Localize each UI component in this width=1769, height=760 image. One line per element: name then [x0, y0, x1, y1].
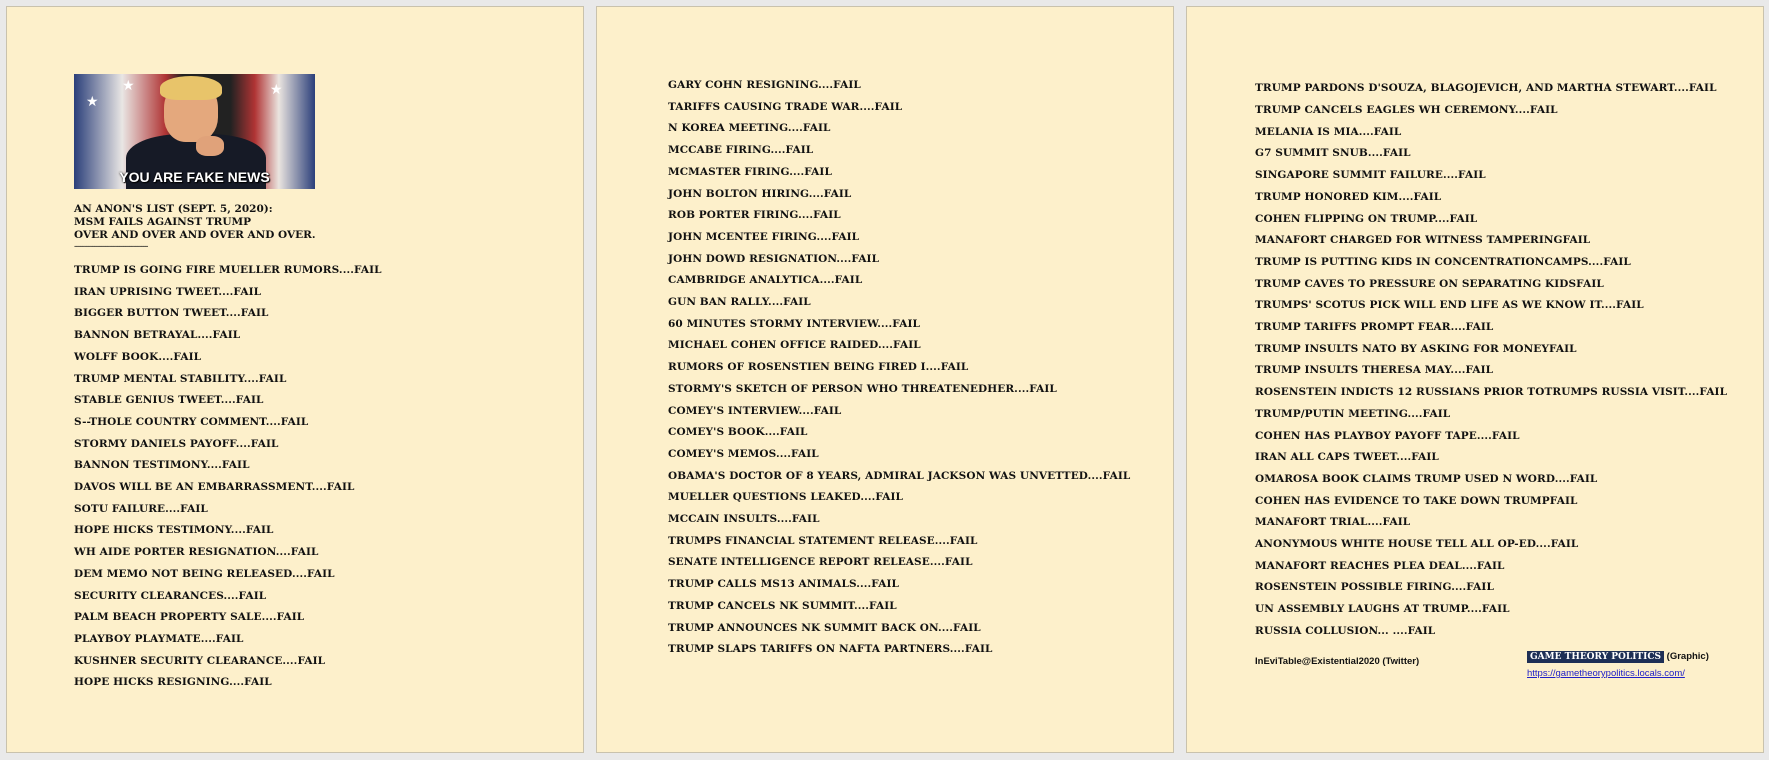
fail-list-page-3: [1255, 79, 1755, 643]
list-item: TRUMP PARDONS D'SOUZA, BLAGOJEVICH, AND MARTHA STEWART....FAIL: [1255, 82, 1717, 94]
list-item: TARIFFS CAUSING TRADE WAR....FAIL: [668, 100, 903, 113]
list-item: STABLE GENIUS TWEET....FAIL: [74, 394, 264, 407]
list-item: 60 MINUTES STORMY INTERVIEW....FAIL: [668, 317, 920, 330]
list-item: MCMASTER FIRING....FAIL: [668, 165, 832, 178]
meme-image: [74, 74, 315, 189]
list-item: S--THOLE COUNTRY COMMENT....FAIL: [74, 415, 309, 428]
graphic-credit: [1527, 651, 1709, 679]
list-item: TRUMP ANNOUNCES NK SUMMIT BACK ON....FAIL: [668, 621, 981, 634]
list-item: SOTU FAILURE....FAIL: [74, 502, 208, 515]
list-item: TRUMP TARIFFS PROMPT FEAR....FAIL: [1255, 321, 1494, 334]
document-page-2: [596, 6, 1174, 753]
list-item: BANNON BETRAYAL....FAIL: [74, 329, 241, 342]
list-item: RUMORS OF ROSENSTIEN BEING FIRED I....FAIL: [668, 361, 969, 374]
list-item: MANAFORT CHARGED FOR WITNESS TAMPERINGFAIL: [1255, 234, 1591, 247]
list-item: CAMBRIDGE ANALYTICA....FAIL: [668, 274, 863, 287]
game-theory-politics-logo: GAME THEORY POLITICS: [1527, 651, 1664, 663]
list-item: STORMY'S SKETCH OF PERSON WHO THREATENEDHER....FAIL: [668, 382, 1057, 395]
fail-list-page-1: [74, 260, 544, 694]
list-item: PLAYBOY PLAYMATE....FAIL: [74, 632, 244, 645]
list-item: IRAN UPRISING TWEET....FAIL: [74, 285, 262, 298]
list-item: TRUMP IS PUTTING KIDS IN CONCENTRATIONCAMPS....FAIL: [1255, 255, 1631, 268]
fail-list-page-2: [668, 75, 1168, 661]
list-item: BIGGER BUTTON TWEET....FAIL: [74, 307, 269, 320]
list-item: COMEY'S BOOK....FAIL: [668, 426, 808, 439]
list-item: TRUMPS FINANCIAL STATEMENT RELEASE....FAIL: [668, 534, 978, 547]
list-item: JOHN MCENTEE FIRING....FAIL: [668, 230, 860, 243]
list-item: GARY COHN RESIGNING....FAIL: [668, 79, 861, 91]
list-item: HOPE HICKS RESIGNING....FAIL: [74, 676, 272, 689]
list-item: TRUMP HONORED KIM....FAIL: [1255, 190, 1442, 203]
list-item: TRUMP IS GOING FIRE MUELLER RUMORS....FAIL: [74, 264, 382, 276]
meme-caption: YOU ARE FAKE NEWS: [119, 169, 270, 185]
list-item: TRUMP MENTAL STABILITY....FAIL: [74, 372, 287, 385]
list-item: N KOREA MEETING....FAIL: [668, 122, 831, 135]
list-item: OBAMA'S DOCTOR OF 8 YEARS, ADMIRAL JACKSON WAS UNVETTED....FAIL: [668, 469, 1131, 482]
graphic-label: (Graphic): [1666, 651, 1709, 662]
list-item: COMEY'S MEMOS....FAIL: [668, 447, 819, 460]
list-item: DAVOS WILL BE AN EMBARRASSMENT....FAIL: [74, 481, 355, 494]
heading-line-3: OVER AND OVER AND OVER AND OVER.: [74, 229, 316, 241]
list-item: SECURITY CLEARANCES....FAIL: [74, 589, 267, 602]
website-link[interactable]: https://gametheorypolitics.locals.com/: [1527, 668, 1685, 679]
list-item: TRUMP CANCELS EAGLES WH CEREMONY....FAIL: [1255, 104, 1558, 116]
document-page-1: [6, 6, 584, 753]
list-item: ROSENSTEIN INDICTS 12 RUSSIANS PRIOR TOTRUMPS RUSSIA VISIT....FAIL: [1255, 386, 1728, 399]
list-heading: [74, 203, 394, 252]
document-page-3: [1186, 6, 1764, 753]
flag-star-icon: ★: [270, 83, 283, 98]
list-item: TRUMP SLAPS TARIFFS ON NAFTA PARTNERS....FAIL: [668, 643, 993, 656]
list-item: MCCABE FIRING....FAIL: [668, 144, 814, 157]
list-item: JOHN DOWD RESIGNATION....FAIL: [668, 252, 880, 265]
list-item: UN ASSEMBLY LAUGHS AT TRUMP....FAIL: [1255, 603, 1510, 616]
heading-divider: ------------------------------------: [74, 242, 148, 252]
flag-star-icon: ★: [122, 79, 135, 94]
list-item: MANAFORT REACHES PLEA DEAL....FAIL: [1255, 559, 1505, 572]
heading-line-2: MSM FAILS AGAINST TRUMP: [74, 216, 252, 228]
list-item: TRUMP INSULTS THERESA MAY....FAIL: [1255, 364, 1494, 377]
twitter-credit: InEviTable@Existential2020 (Twitter): [1255, 656, 1420, 667]
list-item: HOPE HICKS TESTIMONY....FAIL: [74, 524, 274, 537]
list-item: DEM MEMO NOT BEING RELEASED....FAIL: [74, 567, 335, 580]
list-item: OMAROSA BOOK CLAIMS TRUMP USED N WORD....FAIL: [1255, 472, 1598, 485]
list-item: COHEN HAS EVIDENCE TO TAKE DOWN TRUMPFAIL: [1255, 494, 1578, 507]
list-item: PALM BEACH PROPERTY SALE....FAIL: [74, 611, 305, 624]
list-item: TRUMPS' SCOTUS PICK WILL END LIFE AS WE KNOW IT....FAIL: [1255, 299, 1644, 312]
list-item: GUN BAN RALLY....FAIL: [668, 296, 811, 309]
list-item: COHEN HAS PLAYBOY PAYOFF TAPE....FAIL: [1255, 429, 1520, 442]
list-item: MELANIA IS MIA....FAIL: [1255, 125, 1402, 138]
list-item: SENATE INTELLIGENCE REPORT RELEASE....FAIL: [668, 556, 973, 569]
list-item: WOLFF BOOK....FAIL: [74, 350, 202, 363]
list-item: STORMY DANIELS PAYOFF....FAIL: [74, 437, 279, 450]
list-item: TRUMP CALLS MS13 ANIMALS....FAIL: [668, 578, 899, 591]
list-item: MANAFORT TRIAL....FAIL: [1255, 516, 1411, 529]
list-item: TRUMP INSULTS NATO BY ASKING FOR MONEYFAIL: [1255, 342, 1577, 355]
hair-shape: [160, 76, 222, 100]
list-item: COHEN FLIPPING ON TRUMP....FAIL: [1255, 212, 1478, 225]
list-item: MCCAIN INSULTS....FAIL: [668, 513, 820, 526]
list-item: TRUMP CAVES TO PRESSURE ON SEPARATING KIDSFAIL: [1255, 277, 1604, 290]
flag-star-icon: ★: [86, 95, 99, 110]
list-item: TRUMP CANCELS NK SUMMIT....FAIL: [668, 599, 897, 612]
list-item: ROB PORTER FIRING....FAIL: [668, 209, 841, 222]
list-item: JOHN BOLTON HIRING....FAIL: [668, 187, 852, 200]
list-item: COMEY'S INTERVIEW....FAIL: [668, 404, 842, 417]
list-item: IRAN ALL CAPS TWEET....FAIL: [1255, 451, 1439, 464]
list-item: TRUMP/PUTIN MEETING....FAIL: [1255, 407, 1451, 420]
heading-line-1: AN ANON'S LIST (SEPT. 5, 2020):: [74, 203, 273, 215]
list-item: BANNON TESTIMONY....FAIL: [74, 459, 250, 472]
list-item: RUSSIA COLLUSION... ....FAIL: [1255, 624, 1436, 637]
list-item: SINGAPORE SUMMIT FAILURE....FAIL: [1255, 169, 1486, 182]
list-item: WH AIDE PORTER RESIGNATION....FAIL: [74, 546, 319, 559]
list-item: ANONYMOUS WHITE HOUSE TELL ALL OP-ED....FAIL: [1255, 538, 1579, 551]
list-item: ROSENSTEIN POSSIBLE FIRING....FAIL: [1255, 581, 1494, 594]
pointing-hand-shape: [196, 136, 224, 156]
list-item: MICHAEL COHEN OFFICE RAIDED....FAIL: [668, 339, 921, 352]
list-item: MUELLER QUESTIONS LEAKED....FAIL: [668, 491, 904, 504]
list-item: G7 SUMMIT SNUB....FAIL: [1255, 147, 1411, 160]
list-item: KUSHNER SECURITY CLEARANCE....FAIL: [74, 654, 326, 667]
